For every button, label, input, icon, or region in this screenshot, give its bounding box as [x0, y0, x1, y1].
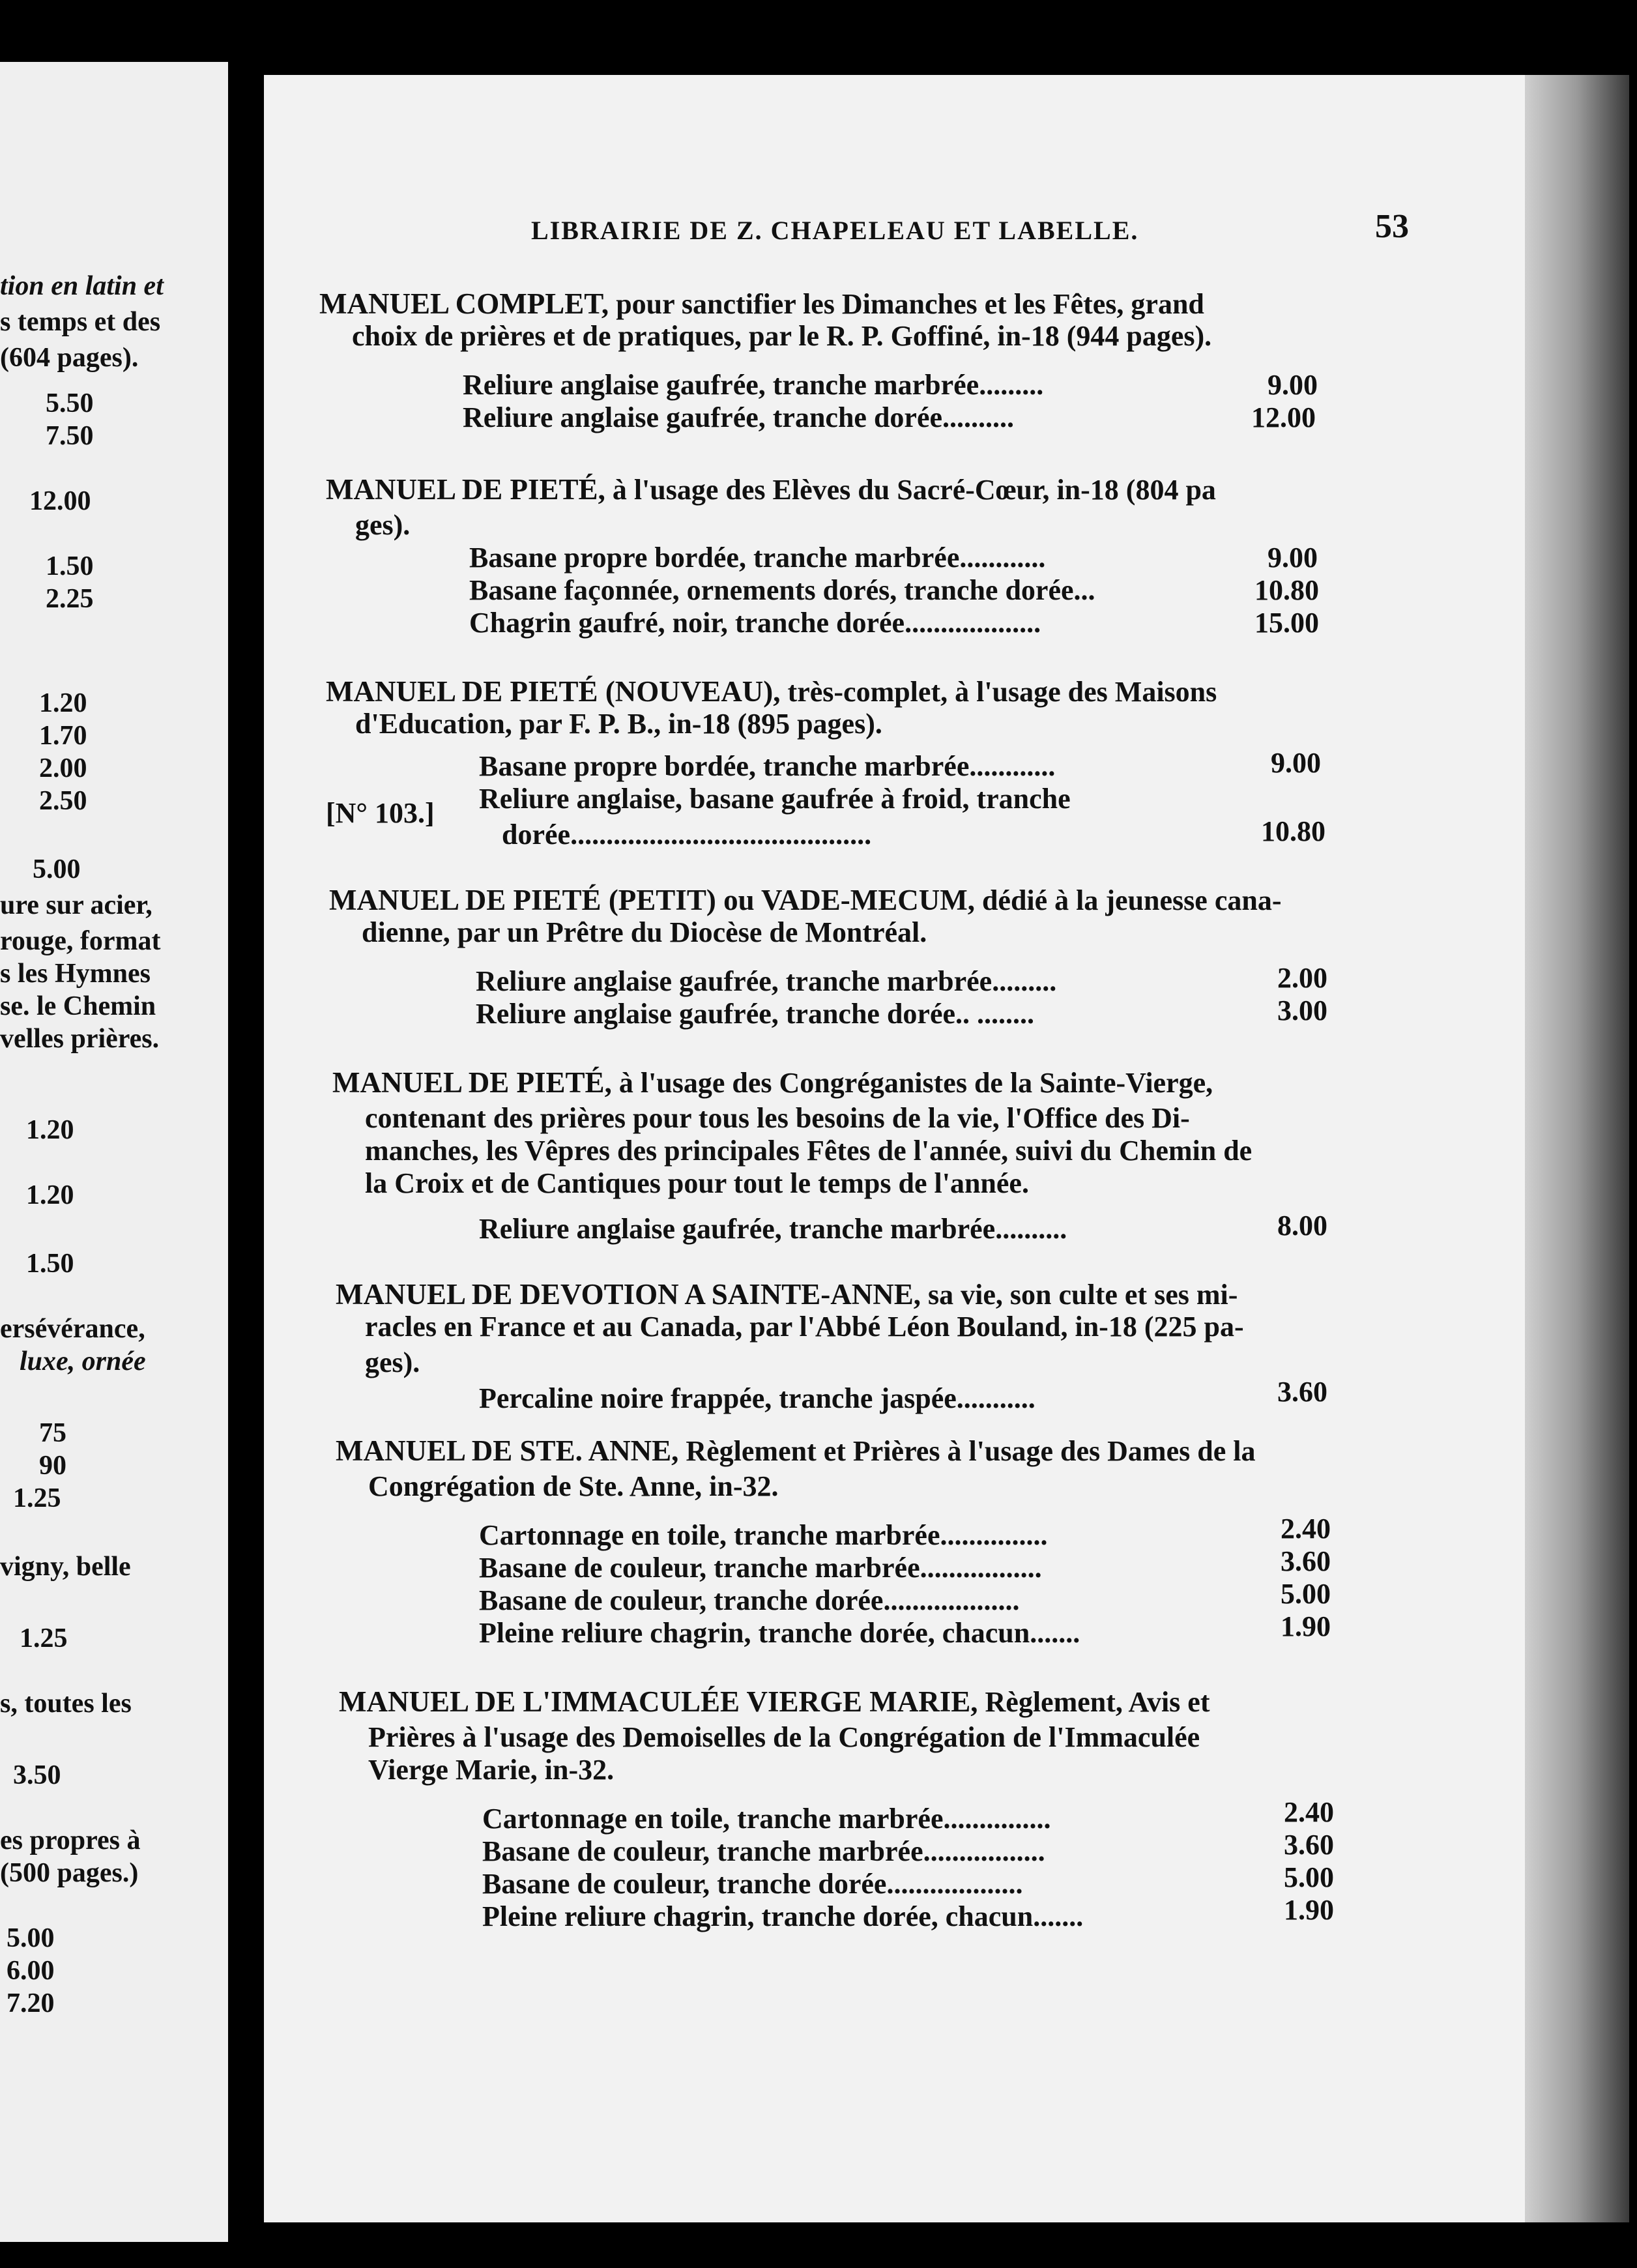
price-value: 15.00 — [1254, 607, 1319, 639]
left-page-line: luxe, ornée — [20, 1346, 146, 1376]
entry-description-line: d'Education, par F. P. B., in-18 (895 pages). — [355, 708, 882, 740]
left-page-line: ersévérance, — [0, 1314, 145, 1344]
running-title: LIBRAIRIE DE Z. CHAPELEAU ET LABELLE. — [531, 216, 1139, 245]
left-page-price: 6.00 — [7, 1956, 55, 1986]
left-page-price: 7.20 — [7, 1988, 55, 2018]
catalog-entry — [326, 472, 1216, 506]
binding-label: Reliure anglaise, basane gaufrée à froid, tranche — [479, 783, 1071, 815]
price-value: 2.40 — [1284, 1796, 1334, 1828]
left-page-line: vigny, belle — [0, 1552, 131, 1582]
price-row — [479, 1616, 1080, 1650]
page-edge-shadow — [1525, 75, 1629, 2222]
binding-label: Basane propre bordée, tranche marbrée — [469, 542, 960, 574]
left-page-price: 7.50 — [46, 421, 94, 451]
price-value: 3.00 — [1277, 995, 1327, 1026]
left-page-price: 3.50 — [13, 1760, 61, 1790]
left-page-price: 2.50 — [39, 786, 87, 816]
price-value: 5.00 — [1284, 1861, 1334, 1893]
left-page-price: 1.50 — [26, 1249, 74, 1279]
price-row — [479, 749, 1055, 783]
entry-description: sa vie, son culte et ses mi- — [921, 1279, 1238, 1311]
entry-description-line: racles en France et au Canada, par l'Abbé Léon Bouland, in-18 (225 pa- — [365, 1311, 1244, 1343]
entry-description-line: la Croix et de Cantiques pour tout le temps de l'année. — [365, 1167, 1029, 1199]
binding-label: Chagrin gaufré, noir, tranche dorée — [469, 607, 905, 639]
entry-title: MANUEL DE PIETÉ, — [332, 1066, 612, 1099]
entry-description: à l'usage des Elèves du Sacré-Cœur, in-18 (804 pa — [605, 474, 1216, 506]
leader-dots: ... — [1073, 574, 1095, 606]
entry-title: MANUEL DE DEVOTION A SAINTE-ANNE, — [336, 1278, 921, 1311]
left-page-price: 1.25 — [13, 1483, 61, 1513]
entry-description-line: Prières à l'usage des Demoiselles de la Congrégation de l'Immaculée — [368, 1721, 1200, 1753]
leader-dots: ......... — [979, 369, 1044, 401]
entry-description-line: Vierge Marie, in-32. — [368, 1754, 615, 1786]
leader-dots: .. ........ — [955, 998, 1035, 1030]
leader-dots: ............ — [969, 750, 1056, 782]
entry-description: très-complet, à l'usage des Maisons — [780, 676, 1217, 708]
left-page-price: 12.00 — [29, 486, 91, 516]
price-row — [479, 782, 1071, 815]
price-value: 8.00 — [1277, 1210, 1327, 1242]
entry-description-line: contenant des prières pour tous les besoins de la vie, l'Office des Di- — [365, 1102, 1190, 1134]
price-row — [476, 997, 1034, 1030]
price-value: 3.60 — [1281, 1545, 1331, 1577]
entry-description-line: manches, les Vêpres des principales Fêtes de l'année, suivi du Chemin de — [365, 1135, 1253, 1167]
price-value: 10.80 — [1254, 574, 1319, 606]
binding-label: Reliure anglaise gaufrée, tranche dorée — [476, 998, 956, 1030]
left-page-line: es propres à — [0, 1825, 141, 1855]
binding-label: Reliure anglaise gaufrée, tranche marbrée — [476, 965, 992, 997]
entry-description-line: ges). — [365, 1346, 420, 1378]
left-page-line: se. le Chemin — [0, 991, 156, 1021]
left-page-line: ure sur acier, — [0, 890, 152, 920]
left-page-line: (604 pages). — [0, 343, 139, 373]
entry-description: Règlement, Avis et — [978, 1686, 1210, 1718]
price-row — [469, 606, 1041, 639]
entry-title: MANUEL DE PIETÉ (NOUVEAU), — [326, 675, 781, 708]
left-page-line: s temps et des — [0, 307, 161, 337]
price-row — [469, 541, 1045, 574]
price-value: 1.90 — [1281, 1610, 1331, 1642]
entry-description: Règlement et Prières à l'usage des Dames de la — [678, 1435, 1256, 1467]
left-page-price: 1.70 — [39, 721, 87, 751]
left-page-price: 1.20 — [26, 1115, 74, 1145]
binding-label: Pleine reliure chagrin, tranche dorée, chacun — [482, 1900, 1034, 1932]
price-row — [479, 1519, 1047, 1552]
price-value: 5.00 — [1281, 1578, 1331, 1610]
catalog-entry — [336, 1434, 1255, 1468]
catalog-entry — [326, 675, 1217, 708]
left-page-line: velles prières. — [0, 1024, 160, 1054]
page-number: 53 — [1375, 208, 1409, 245]
entry-title: MANUEL DE L'IMMACULÉE VIERGE MARIE, — [339, 1685, 978, 1718]
left-page-line: rouge, format — [0, 926, 161, 956]
leader-dots: .......... — [995, 1213, 1067, 1245]
price-value: 10.80 — [1261, 815, 1326, 847]
entry-title: MANUEL DE PIETÉ (PETIT) ou VADE-MECUM, — [329, 884, 975, 916]
leader-dots: ................. — [923, 1835, 1045, 1867]
price-value: 1.90 — [1284, 1894, 1334, 1926]
left-page-price: 75 — [39, 1418, 66, 1448]
binding-label: Reliure anglaise gaufrée, tranche dorée — [463, 401, 943, 433]
price-row — [482, 1802, 1050, 1835]
left-page-price: 1.20 — [39, 688, 87, 718]
binding-label: Reliure anglaise gaufrée, tranche marbrée — [479, 1213, 996, 1245]
entry-title: MANUEL DE PIETÉ, — [326, 473, 605, 506]
binding-label: dorée — [502, 819, 571, 850]
binding-label: Cartonnage en toile, tranche marbrée — [479, 1519, 940, 1551]
price-value: 9.00 — [1268, 369, 1318, 401]
entry-description-line: ges). — [355, 509, 411, 541]
catalog-number-note: [N° 103.] — [326, 797, 435, 829]
leader-dots: ................... — [883, 1584, 1020, 1616]
price-row — [502, 818, 871, 851]
binding-label: Basane de couleur, tranche dorée — [479, 1584, 884, 1616]
left-page-price: 1.50 — [46, 551, 94, 581]
left-page-price: 1.20 — [26, 1180, 74, 1210]
binding-label: Pleine reliure chagrin, tranche dorée, chacun — [479, 1617, 1030, 1649]
left-page-price: 5.50 — [46, 388, 94, 418]
left-page-price: 1.25 — [20, 1623, 68, 1653]
leader-dots: ....... — [1033, 1900, 1084, 1932]
entry-description: pour sanctifier les Dimanches et les Fêtes, grand — [609, 288, 1204, 320]
price-row — [479, 1551, 1042, 1584]
leader-dots: ......... — [992, 965, 1057, 997]
previous-page-fragment — [0, 62, 228, 2242]
catalog-entry — [332, 1066, 1213, 1099]
left-page-line: (500 pages.) — [0, 1858, 139, 1888]
binding-label: Cartonnage en toile, tranche marbrée — [482, 1803, 944, 1835]
binding-label: Basane propre bordée, tranche marbrée — [479, 750, 970, 782]
left-page-line: s les Hymnes — [0, 959, 151, 989]
binding-label: Reliure anglaise gaufrée, tranche marbrée — [463, 369, 979, 401]
catalog-entry — [339, 1685, 1210, 1719]
leader-dots: .......... — [942, 401, 1015, 433]
left-page-price: 2.00 — [39, 753, 87, 783]
price-row — [463, 368, 1232, 401]
price-value: 9.00 — [1271, 747, 1321, 779]
binding-label: Percaline noire frappée, tranche jaspée — [479, 1382, 957, 1414]
entry-title: MANUEL DE STE. ANNE, — [336, 1434, 679, 1467]
price-value: 3.60 — [1277, 1376, 1327, 1408]
price-value: 2.00 — [1277, 962, 1327, 994]
catalog-entry — [336, 1277, 1238, 1311]
left-page-line: tion en latin et — [0, 271, 164, 301]
leader-dots: ................. — [920, 1552, 1042, 1584]
price-value: 3.60 — [1284, 1829, 1334, 1861]
binding-label: Basane de couleur, tranche marbrée — [482, 1835, 923, 1867]
left-page-price: 2.25 — [46, 584, 94, 614]
left-page-price: 5.00 — [33, 854, 81, 884]
leader-dots: ........... — [956, 1382, 1036, 1414]
price-row — [463, 401, 1232, 434]
price-row — [479, 1584, 1019, 1617]
entry-title: MANUEL COMPLET, — [319, 287, 609, 320]
price-value: 12.00 — [1251, 401, 1316, 433]
price-row — [479, 1382, 1036, 1415]
leader-dots: .......................................... — [570, 819, 872, 850]
left-page-price: 5.00 — [7, 1923, 55, 1953]
leader-dots: ................... — [905, 607, 1041, 639]
price-row — [476, 965, 1056, 998]
price-row — [469, 574, 1095, 607]
price-value: 2.40 — [1281, 1513, 1331, 1545]
entry-description-line: choix de prières et de pratiques, par le R. P. Goffiné, in-18 (944 pages). — [352, 320, 1212, 352]
entry-description: à l'usage des Congréganistes de la Sainte-Vierge, — [611, 1067, 1213, 1099]
leader-dots: ................... — [886, 1868, 1023, 1900]
catalog-entry — [329, 883, 1281, 917]
left-page-price: 90 — [39, 1451, 66, 1481]
left-page-line: s, toutes les — [0, 1689, 132, 1719]
price-row — [482, 1867, 1022, 1900]
price-row — [479, 1212, 1067, 1245]
price-row — [482, 1900, 1083, 1933]
price-row — [482, 1835, 1045, 1868]
binding-label: Basane de couleur, tranche dorée — [482, 1868, 887, 1900]
binding-label: Basane façonnée, ornements dorés, tranche dorée — [469, 574, 1074, 606]
catalog-entry — [319, 287, 1204, 321]
entry-description-line: dienne, par un Prêtre du Diocèse de Montréal. — [362, 916, 927, 948]
leader-dots: ....... — [1030, 1617, 1080, 1649]
leader-dots: ............ — [959, 542, 1046, 574]
entry-description: dédié à la jeunesse cana- — [974, 884, 1282, 916]
entry-description-line: Congrégation de Ste. Anne, in-32. — [368, 1470, 779, 1502]
leader-dots: ............... — [943, 1803, 1051, 1835]
leader-dots: ............... — [940, 1519, 1048, 1551]
price-value: 9.00 — [1268, 542, 1318, 574]
binding-label: Basane de couleur, tranche marbrée — [479, 1552, 920, 1584]
